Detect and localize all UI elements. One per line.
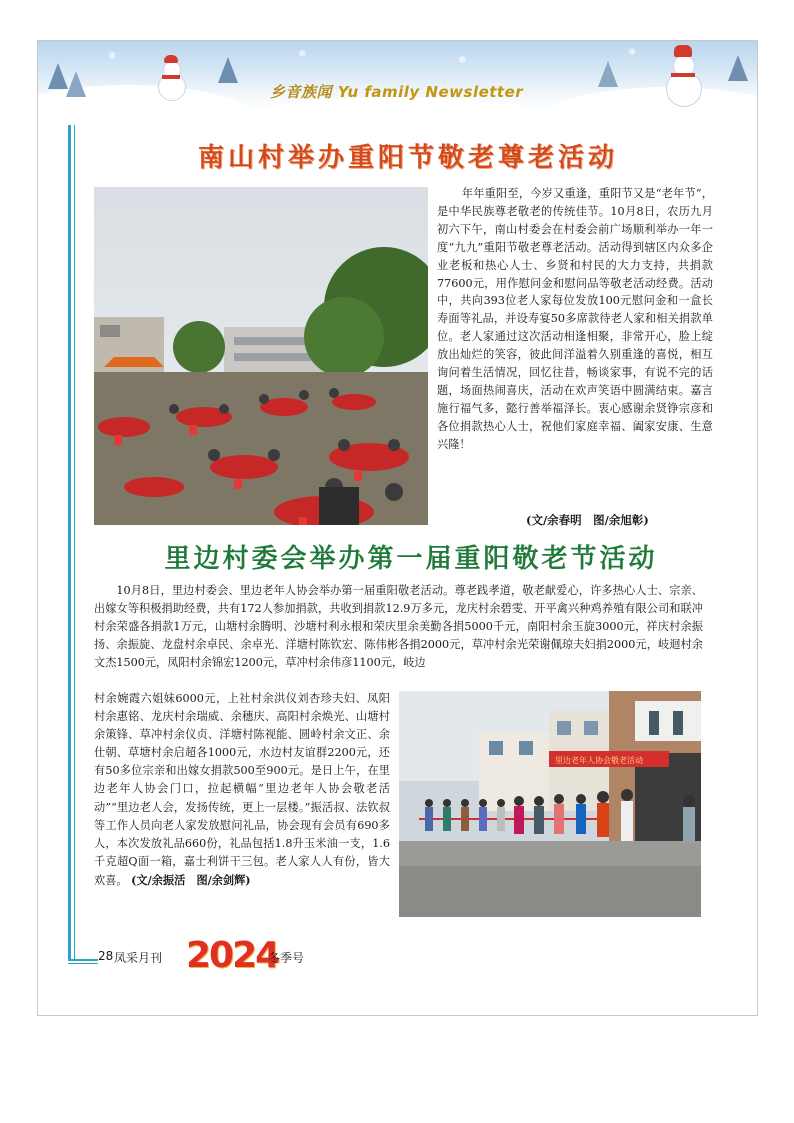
article2-credit: (文/余振活 图/余剑辉): [131, 872, 251, 887]
article1-body-text: 年年重阳至，今岁又重逢，重阳节又是“老年节”，是中华民族尊老敬老的传统佳节。10月8日，农历九月初六下午，南山村委会在村委会前广场顺利举办一年一度“九九”重阳节敬老尊老活动。活动得到辖区内众多企业老板和热心人士、乡贤和村民的大力支持，共捐款77600元，用作慰问金和慰问品等敬老活动经费。活动中，共向393位老人家每位发放100元慰问金和一盒长寿面等礼品，并设寿宴50多席款待老人家和相关捐款单位。老人家通过这次活动相逢相聚，非常开心，脸上绽放出灿烂的笑容，彼此间洋溢着久别重逢的喜悦，相互询问着生活情况，回忆往昔，畅谈家事，有说不完的话题，场面热闹喜庆，活动在欢声笑语中圆满结束。嘉言施行福气多，懿行善举福泽长。衷心感谢余贤铮宗彦和各位捐款热心人士，祝他们家庭幸福、阖家安康、生意兴隆！: [437, 187, 713, 451]
article1-credit: (文/余春明 图/余旭彰): [526, 513, 649, 527]
snowflake-icon: ❄: [458, 55, 467, 66]
left-accent-line: [74, 125, 75, 959]
issue-season: 冬季号: [268, 951, 305, 965]
section-title-en: Yu family Newsletter: [337, 83, 524, 101]
article2-body-top: 10月8日，里边村委会、里边老年人协会举办第一届重阳敬老活动。尊老践孝道，敬老献爱心，许多热心人士、宗亲、出嫁女等积极捐助经费，共有172人参加捐款，共收到捐款12.9万多元，龙庆村余碧雯、开平禽兴种鸡养殖有限公司和联冲村余荣盛各捐款1万元，山塘村余腾明、沙塘村利永根和荣庆里余美勤各捐5000千元，南阳村余玉旋3000元，祥庆村余振扬、余振旋、龙盘村余卓民、余卓光、洋塘村陈钦宏、陈伟彬各捐2000元，草冲村余光荣谢佩琼夫妇捐2000元，岐迴村余文杰1500元，凤阳村余锦宏1200元，草冲村余伟彦1100元，岐边: [94, 584, 703, 670]
header-banner: [38, 41, 757, 113]
article1-title: 南山村举办重阳节敬老尊老活动: [197, 143, 618, 173]
photo-banner-text: 里边老年人协会敬老活动: [555, 756, 643, 765]
article2-photo: [399, 691, 701, 917]
tree-icon: [598, 61, 618, 87]
article2-body-left: [94, 690, 390, 890]
article1-body: [437, 185, 713, 454]
queue-photo: [399, 691, 701, 917]
footer-accent-line: [68, 959, 98, 961]
snowflake-icon: ❄: [108, 51, 117, 62]
snowflake-icon: ❄: [628, 47, 637, 58]
section-title-zh: 乡音族闻: [270, 83, 333, 101]
article2-body-left-text: 村余婉霞六姐妹6000元，上社村余洪仪刘杏珍夫妇、凤阳村余惠铭、龙庆村余瑞威、余穗庆、高阳村余焕光、山塘村余策锋、草冲村余仪贞、洋塘村陈视能、圆岭村余文正、余仕朝、草塘村余启超各1000元，水边村友谊群2200元，还有50多位宗亲和出嫁女捐款500至900元。是日上午，在里边老年人协会门口，拉起横幅“里边老年人协会敬老活动”“里边老人会，发扬传统，更上一层楼。”振活叔、法钦叔等工作人员向老人家发放慰问礼品，协会现有会员有690多人，本次发放礼品660份，礼品包括1.8升玉米油一支，1.6千克超Q面一箱，嘉士利饼干三包。老人家人人有份，皆大欢喜。: [94, 692, 390, 887]
left-accent-bar: [68, 125, 71, 959]
footer-accent-line: [68, 963, 98, 964]
magazine-name: 凤采月刊: [114, 951, 163, 965]
newsletter-page: [37, 40, 758, 1016]
tree-icon: [728, 55, 748, 81]
issue-year: 2024: [186, 935, 279, 976]
tree-icon: [218, 57, 238, 83]
snowflake-icon: ❄: [298, 49, 307, 60]
page-number: 28: [98, 949, 114, 963]
article2-title: 里边村委会举办第一届重阳敬老节活动: [164, 544, 658, 574]
article1-photo: [94, 187, 428, 525]
tree-icon: [66, 71, 86, 97]
banquet-photo: [94, 187, 428, 525]
page-footer: [68, 935, 368, 981]
tree-icon: [48, 63, 68, 89]
snow-hill: [538, 87, 757, 113]
section-title: [270, 81, 523, 102]
